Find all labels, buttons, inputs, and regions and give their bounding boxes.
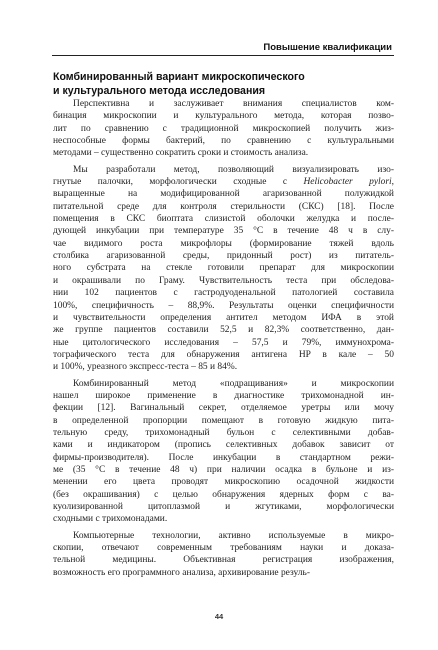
- text-line: гнутые палочки, морфологически сходные с Helicobacter pylori,: [53, 177, 394, 188]
- text-line: лит по сравнению с традиционной микроскопией получить жиз-: [53, 123, 394, 134]
- text-line: и 100%, уреазного экспресс-теста – 85 и 84%.: [53, 362, 238, 373]
- paragraph: [53, 378, 394, 526]
- text-line: и окрашивали по Граму. Чувствительность теста при обследова-: [53, 275, 394, 286]
- section-title: [53, 70, 393, 98]
- section-title-line: и культурального метода исследования: [53, 85, 266, 97]
- text-line: Комбинированный метод «подращивания» и микроскопии: [73, 378, 394, 389]
- text-line: (без окрашивания) с целью обнаружения ядерных форм с ва-: [53, 489, 394, 500]
- text-line: скопии, отвечают современным требованиям науки и доказа-: [53, 543, 394, 554]
- text-line: и чувствительности определения антител методом ИФА в этой: [53, 312, 394, 323]
- text-line: ные цитологического исследования – 57,5 и 79%, иммунохрома-: [53, 337, 394, 348]
- text-line: методами – существенно сократить сроки и стоимость анализа.: [53, 148, 309, 159]
- text-line: же группе пациентов составили 52,5 и 82,3% соответственно, дан-: [53, 325, 394, 336]
- text-line: менении его цвета проводят микроскопию осадочной жидкости: [53, 477, 394, 488]
- paragraph: [53, 164, 394, 374]
- text-line: питательной среде для контроля стерильности (СКС) [18]. После: [53, 201, 394, 212]
- text-line: дующей инкубации при температуре 35 °С в течение 48 ч в слу-: [53, 226, 394, 237]
- species-name: Helicobacter pylori: [303, 177, 392, 188]
- text-line: ного субстрата на стекле готовили препарат для микроскопии: [53, 263, 394, 274]
- text-line: неспособные формы бактерий, по сравнению с культуральными: [53, 136, 394, 147]
- text-line: нашел широкое применение в диагностике трихомонадной ин-: [53, 390, 394, 401]
- text-line: нии 102 пациентов с гастродуоденальной патологией составила: [53, 288, 394, 299]
- text-line: выращенные на модифицированной агаризованной полужидкой: [53, 189, 394, 200]
- text-line: куолизированной цитоплазмой и жгутиками, морфологически: [53, 502, 394, 512]
- text-line: фирмы-производителя). После инкубации в стандартном режи-: [53, 452, 394, 463]
- text-line: помещения в СКС биоптата слизистой оболочки желудка и после-: [53, 214, 394, 225]
- text-line: Компьютерные технологии, активно используемые в микро-: [73, 530, 394, 541]
- body-text: [53, 98, 394, 579]
- text-line: тельной медицины. Объективная регистрация изображения,: [53, 555, 394, 566]
- section-title-line: Комбинированный вариант микроскопического: [53, 71, 305, 83]
- header-rule: [52, 55, 394, 56]
- text-line: столбика агаризованной среды, придонный рост) из питатель-: [53, 251, 394, 262]
- text-line: 100%, специфичность – 88,9%. Результаты оценки специфичности: [53, 300, 394, 311]
- text-line: ками и индикатором (пропись селективных добавок зависит от: [53, 440, 394, 451]
- paragraph: [53, 530, 394, 579]
- text-line: в определенной пропорции помещают в готовую жидкую пита-: [53, 415, 394, 426]
- text-line: бинация микроскопии и культурального метода, которая позво-: [53, 111, 394, 122]
- running-header: Повышение квалификации: [263, 42, 392, 53]
- text-line: ме (35 °С в течение 48 ч) при наличии осадка в бульоне и из-: [53, 464, 394, 475]
- text-line: тографического теста для обнаружения антигена HP в кале – 50: [53, 349, 394, 360]
- text-line: фекции [12]. Вагинальный секрет, отделяемое уретры или мочу: [53, 403, 394, 414]
- text-line: сходными с трихомонадами.: [53, 514, 168, 525]
- text-line: чае видимого роста микрофлоры (формирование тяжей вдоль: [53, 238, 394, 249]
- text-line: тельную среду, трихомонадный бульон с селективными добав-: [53, 427, 394, 438]
- page-number: 44: [214, 612, 224, 621]
- paragraph: [53, 98, 394, 160]
- text-line: Перспективна и заслуживает внимания специалистов ком-: [73, 99, 394, 109]
- text-line: возможность его программного анализа, архивирование резуль-: [53, 567, 310, 578]
- text-line: Мы разработали метод, позволяющий визуализировать изо-: [73, 164, 394, 175]
